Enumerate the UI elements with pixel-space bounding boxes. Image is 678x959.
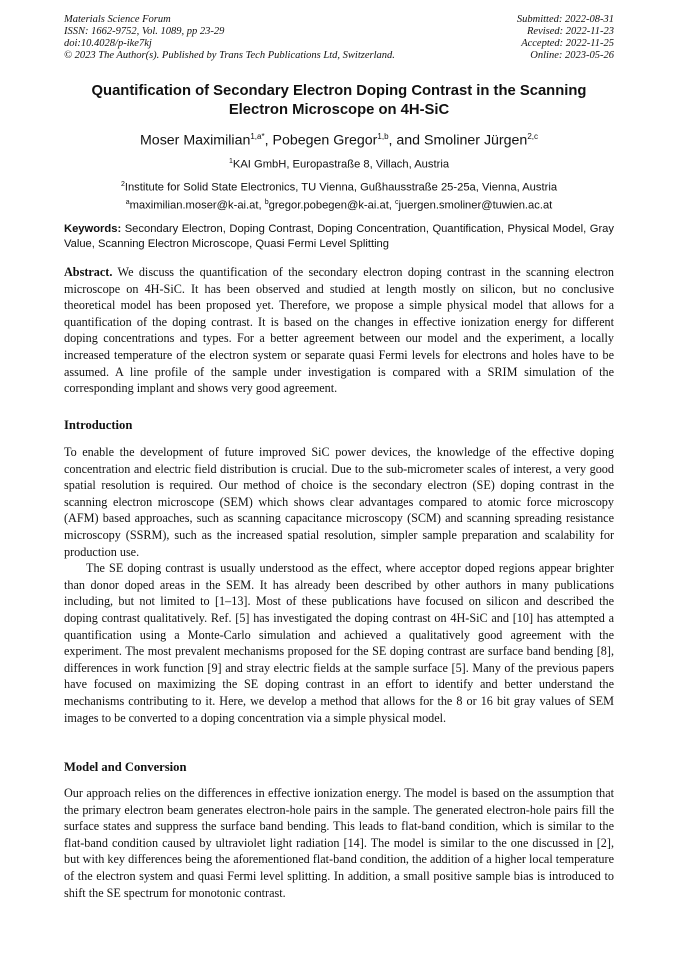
- page-header: [64, 14, 614, 62]
- email-link[interactable]: juergen.smoliner@tuwien.ac.at: [398, 199, 553, 212]
- email-mark: c: [395, 199, 399, 206]
- email-mark: a: [125, 199, 130, 206]
- author-affiliation-mark: 1,a*: [250, 132, 265, 141]
- author-separator: , and: [388, 132, 425, 149]
- email-link[interactable]: maximilian.moser@k-ai.at,: [129, 199, 265, 212]
- author-affiliation-mark: 2,c: [527, 132, 538, 141]
- paragraph: The SE doping contrast is usually understood as the effect, where acceptor doped regions appear brighter than donor doped areas in the SEM. It has already been described by other authors in many publications including, but not limited to [1–13]. Most of these publications have focused on silicon and described the doping contrast qualitatively. Ref. [5] has investigated the doping contrast on 4H-SiC and [10] has attempted a quantification using a Monte-Carlo simulation and achieved a qualitatively good agreement with the experiment. The most prevalent mechanisms proposed for the SE doping contrast are surface band bending [8], differences in work function [9] and stray electric fields at the sample surface [5]. Many of the previous papers have focused on maximizing the SE doping contrast in an effort to identify and better understand the mechanisms contributing to it. Here, we develop a method that allows for the 8 or 16 bit gray values of SEM images to be converted to a doping concentration via a simple physical model.: [64, 561, 614, 725]
- affiliation-2: [40, 178, 638, 195]
- author-emails: [40, 196, 638, 213]
- affiliation-mark: 2: [120, 181, 125, 188]
- abstract-text: We discuss the quantification of the secondary electron doping contrast in the scanning electron microscope on 4H-SiC. It has been observed and studied at length mostly on silicon, but no conclusive theoretical model has been proposed yet. Therefore, we propose a simple physical model that allows for a quantification of the doping contrast. It is based on the changes in effective ionization energy for different doping concentrations and types. For a better agreement between our model and the experiment, a locally increased temperature of the electron system or separate quasi Fermi levels for electrons and holes have to be assumed. A line profile of the sample under investigation is compared with a SRIM simulation of the corresponding implant and shows very good agreement.: [64, 265, 614, 396]
- keywords-text: Secondary Electron, Doping Contrast, Doping Concentration, Quantification, Physical Model, Gray Value, Scanning Electron Microscope, Quasi Fermi Level Splitting: [64, 223, 614, 250]
- online-date: Online: 2023-05-26: [530, 50, 614, 61]
- affiliation-text: KAI GmbH, Europastraße 8, Villach, Austria: [232, 158, 450, 171]
- abstract-section: [64, 264, 614, 397]
- submitted-date: Submitted: 2022-08-31: [516, 14, 614, 25]
- model-heading: Model and Conversion: [64, 760, 187, 774]
- author-name: Smoliner Jürgen: [424, 132, 528, 149]
- affiliation-1: [40, 155, 638, 172]
- author-name: Moser Maximilian: [139, 132, 251, 149]
- author-affiliation-mark: 1,b: [377, 132, 389, 141]
- affiliation-text: Institute for Solid State Electronics, TU Vienna, Gußhausstraße 25-25a, Vienna, Austria: [124, 181, 558, 194]
- author-name: Pobegen Gregor: [272, 132, 378, 149]
- author-list: [40, 128, 638, 150]
- email-mark: b: [264, 199, 269, 206]
- accepted-date: Accepted: 2022-11-25: [521, 38, 614, 49]
- abstract-label: Abstract.: [64, 265, 113, 279]
- keywords-label: Keywords:: [64, 223, 122, 235]
- affiliation-mark: 1: [228, 158, 233, 165]
- publication-dates: [517, 14, 614, 62]
- paragraph: Our approach relies on the differences in effective ionization energy. The model is based on the assumption that the primary electron beam generates electron-hole pairs in the sample. The generated electron-hole pairs fill the surface states and suppress the surface band bending. This leads to flat-band condition, which is similar to the flat-band condition caused by ultraviolet light radiation [14]. The model is similar to the one discussed in [2], but with key differences being the aforementioned flat-band condition, the addition of a higher local temperature of the electron system and quasi Fermi level splitting. In addition, a small positive sample bias is introduced to shift the SE spectrum for monotonic contrast.: [64, 786, 614, 900]
- doi-line: doi:10.4028/p-ike7kj: [64, 38, 152, 49]
- introduction-heading: Introduction: [64, 418, 133, 432]
- author-separator: ,: [264, 132, 273, 149]
- email-link[interactable]: gregor.pobegen@k-ai.at,: [268, 199, 396, 212]
- copyright-line: © 2023 The Author(s). Published by Trans Tech Publications Ltd, Switzerland.: [64, 50, 395, 61]
- publication-info: [64, 14, 395, 62]
- paragraph: To enable the development of future improved SiC power devices, the knowledge of the effective doping concentration and electric field distribution is crucial. Due to the sub-micrometer scales of interest, a very good spatial resolution is required. Our method of choice is the secondary electron (SE) doping contrast in the scanning electron microscope (SEM) which shows clear advantages compared to atomic force microscopy (AFM) based approaches, such as scanning capacitance microscopy (SCM) and scanning spreading resistance microscopy (SSRM), such as the increased spatial resolution, simpler sample preparation and scalability for production use.: [64, 445, 614, 559]
- keywords-section: [64, 222, 614, 251]
- revised-date: Revised: 2022-11-23: [527, 26, 614, 37]
- issn-line: ISSN: 1662-9752, Vol. 1089, pp 23-29: [64, 26, 225, 37]
- introduction-section: [64, 444, 614, 726]
- paper-title: Quantification of Secondary Electron Doping Contrast in the Scanning Electron Microscope on 4H-SiC: [91, 83, 587, 118]
- model-section: [64, 785, 614, 901]
- journal-name: Materials Science Forum: [64, 14, 171, 25]
